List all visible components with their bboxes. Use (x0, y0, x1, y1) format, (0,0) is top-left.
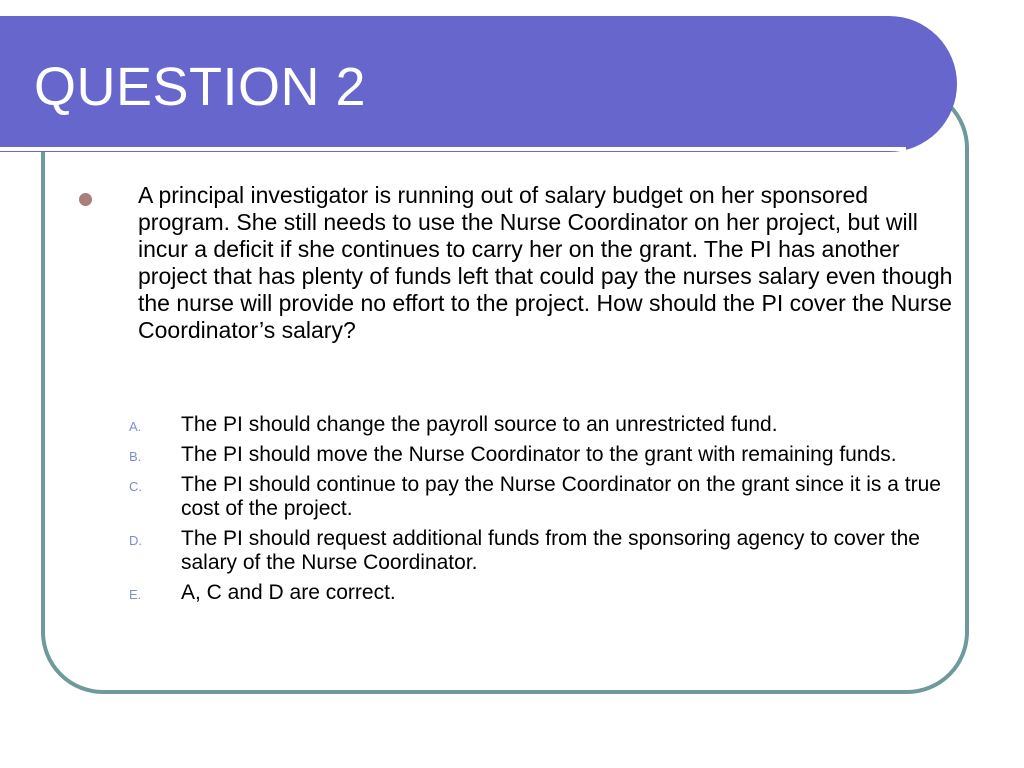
bullet-dot-icon (79, 193, 92, 206)
option-text: The PI should request additional funds from the sponsoring agency to cover the salary of the Nurse Coordinator. (181, 527, 920, 574)
answer-option-b (128, 443, 958, 467)
option-text: The PI should move the Nurse Coordinator to the grant with remaining funds. (181, 443, 897, 466)
option-letter: C. (129, 479, 142, 494)
answer-option-a (128, 413, 958, 437)
title-bar (0, 16, 957, 152)
answer-option-c (128, 473, 958, 521)
title-underline (0, 147, 906, 151)
option-text: A, C and D are correct. (181, 581, 396, 604)
option-letter: D. (129, 533, 142, 548)
answer-option-d (128, 527, 958, 575)
answer-options-list (128, 413, 958, 611)
option-text: The PI should continue to pay the Nurse Coordinator on the grant since it is a true cost of the project. (181, 473, 941, 520)
question-text: A principal investigator is running out of salary budget on her sponsored program. She still needs to use the Nurse Coordinator on her project, but will incur a deficit if she continues to carry her on the grant. The PI has another project that has plenty of funds left that could pay the nurses salary even though the nurse will provide no effort to the project. How should the PI cover the Nurse Coordinator’s salary? (138, 182, 953, 343)
answer-option-e (128, 581, 958, 605)
option-letter: B. (129, 449, 142, 464)
option-text: The PI should change the payroll source to an unrestricted fund. (181, 413, 778, 436)
option-letter: A. (129, 419, 142, 434)
option-letter: E. (129, 587, 142, 602)
slide-title: QUESTION 2 (34, 57, 367, 117)
